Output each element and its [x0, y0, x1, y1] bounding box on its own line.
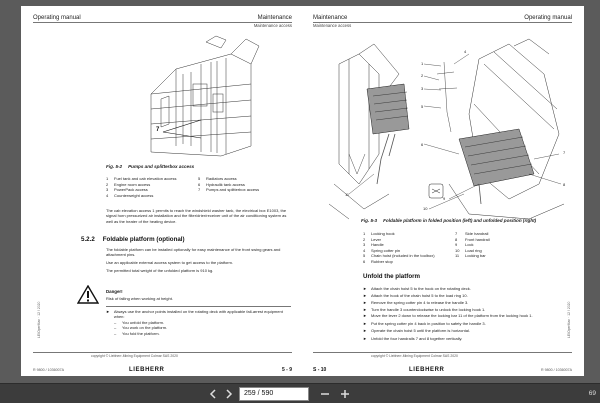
page-right: [301, 6, 584, 376]
page-left: [21, 6, 304, 376]
paragraph-access-system: Use an applicable external access system to get access to the platform.: [106, 260, 233, 265]
callout-5: 5: [421, 104, 424, 109]
list-item: ► Operate the chain hoist 5 until the platform is horizontal.: [363, 328, 470, 334]
figure-title: Foldable platform in folded position (left) and unfolded position (right): [383, 218, 537, 223]
previous-page-button[interactable]: [206, 387, 220, 401]
list-item: ► Remove the spring cotter pin 4 to release the handle 3.: [363, 300, 469, 306]
page-separator: /: [257, 390, 260, 397]
figure-number: Fig. 5-3: [361, 218, 378, 223]
danger-warning-icon: [77, 285, 99, 304]
figure-pumps-access: [121, 34, 261, 159]
side-margin-text: LEIOperMan · 12 / 2020: [37, 301, 41, 338]
section-title: Unfold the platform: [363, 273, 421, 280]
callout-8: 8: [563, 182, 566, 187]
header-subtitle: Maintenance access: [253, 23, 292, 28]
callout-10: 10: [423, 206, 428, 211]
paragraph-weight: The permitted total weight of the unfolded platform is 910 kg.: [106, 268, 214, 273]
legend-row: 3 PowerPack access 7 Pumps and splitterbox access: [106, 187, 260, 193]
header-left: Maintenance: [313, 15, 348, 21]
copyright: copyright © Liebherr-Mining Equipment Colmar SAS 2020: [91, 354, 178, 358]
list-item: ► Turn the handle 3 counterclockwise to unlock the locking hook 1.: [363, 307, 486, 313]
legend-row: 2 Lever 8 Front handrail: [363, 236, 490, 242]
figure-legend: [106, 176, 259, 198]
total-pages: 590: [261, 390, 274, 397]
callout-2: 2: [421, 73, 424, 78]
chevron-left-icon: [206, 387, 220, 401]
figure-caption: [106, 164, 194, 169]
legend-row: 1 Fuel tank and cab elevation access 5 Radiators access: [106, 176, 237, 181]
legend-row: 1 Locking hook 7 Side handrail: [363, 231, 489, 236]
current-page: 259: [244, 390, 256, 397]
callout-11: 11: [345, 192, 350, 197]
page-number-input[interactable]: [239, 387, 309, 401]
header-right: Operating manual: [524, 15, 572, 21]
zoom-out-icon: [318, 387, 332, 401]
document-number: R 9800 / 1036007A: [541, 368, 572, 372]
side-margin-text: LEIOperMan · 12 / 2020: [567, 301, 571, 338]
danger-rule: [106, 306, 291, 307]
paragraph-cab-access: The cab elevation access 1 permits to reach the windshield washer tank, the electrical box E1003, the signal horn pressurized air installation and the filter/drier/receiver unit of the air conditioning system as well as the heater of the heating device.: [106, 208, 287, 224]
danger-bullet-list: [106, 309, 291, 336]
figure-callout-7: 7: [156, 127, 160, 133]
list-item: ► Always use the anchor points installed on the rotating deck with applicable fall-arrest equipment when:: [106, 309, 283, 320]
callout-3: 3: [421, 86, 424, 91]
liebherr-logo: LIEBHERR: [129, 367, 165, 373]
legend-row: 4 Spring cotter pin 10 Load ring: [363, 247, 482, 253]
danger-title: Danger!: [106, 289, 123, 294]
page-number: 5 - 9: [281, 367, 292, 373]
zoom-level: 69: [588, 390, 596, 397]
list-item: – You unfold the platform.: [114, 319, 165, 325]
list-item: ► Attach the hook of the chain hoist 5 to the load ring 10.: [363, 293, 468, 299]
figure-number: Fig. 5-2: [106, 164, 123, 169]
figure-title: Pumps and splitterbox access: [128, 164, 195, 169]
list-item: – You work on the platform.: [114, 325, 168, 331]
header-left: Operating manual: [33, 15, 81, 21]
legend-row: 4 Counterweight access: [106, 192, 154, 198]
header-right: Maintenance: [257, 15, 292, 21]
legend-row: 5 Chain hoist (included in the toolbox) 11 Locking bar: [363, 253, 486, 259]
copyright: copyright © Liebherr-Mining Equipment Colmar SAS 2020: [371, 354, 458, 358]
viewer-toolbar: [0, 383, 600, 403]
zoom-in-icon: [338, 387, 352, 401]
next-page-button[interactable]: [222, 387, 236, 401]
callout-4: 4: [464, 49, 467, 54]
section-title: Foldable platform (optional): [102, 236, 185, 243]
zoom-out-button[interactable]: [318, 387, 332, 401]
header-subtitle: Maintenance access: [313, 23, 352, 28]
danger-text: Risk of falling when working at height.: [106, 296, 173, 301]
legend-row: 3 Handle 9 Lock: [363, 242, 474, 248]
section-heading: [81, 236, 185, 243]
footer-rule: [33, 352, 292, 353]
callout-6: 6: [421, 142, 424, 147]
document-number: R 9800 / 1036007A: [33, 368, 64, 372]
paragraph-platform-desc: The foldable platform can be installed optionally for easy maintenance of the front swing gears and attachment pins.: [106, 247, 281, 258]
figure-caption: [361, 218, 536, 223]
list-item: ► Move the lever 2 down to release the locking bar 11 of the platform from the locking hook 1.: [363, 313, 533, 319]
callout-1: 1: [421, 61, 424, 66]
footer-rule: [313, 352, 572, 353]
list-item: ► Unfold the four handrails 7 and 8 together vertically.: [363, 335, 463, 341]
zoom-in-button[interactable]: [338, 387, 352, 401]
liebherr-logo: LIEBHERR: [409, 367, 445, 373]
header-rule: [313, 22, 572, 23]
legend-row: 2 Engine room access 6 Hydraulik tank access: [106, 181, 245, 187]
list-item: ► Put the spring cotter pin 4 back in position to safety the handle 3.: [363, 321, 486, 327]
list-item: – You fold the platform.: [114, 330, 160, 336]
page-number: S - 10: [313, 367, 327, 373]
figure-legend: [363, 231, 490, 265]
figure-foldable-platform: [329, 34, 579, 224]
callout-9: 9: [443, 196, 446, 201]
callout-7: 7: [563, 150, 566, 155]
legend-row: 6 Rubber stop: [363, 258, 393, 264]
list-item: ► Attach the chain hoist 5 to the hook on the rotating deck.: [363, 286, 471, 291]
steps-list: [363, 285, 573, 342]
chevron-right-icon: [222, 387, 236, 401]
section-number: 5.2.2: [81, 236, 95, 243]
